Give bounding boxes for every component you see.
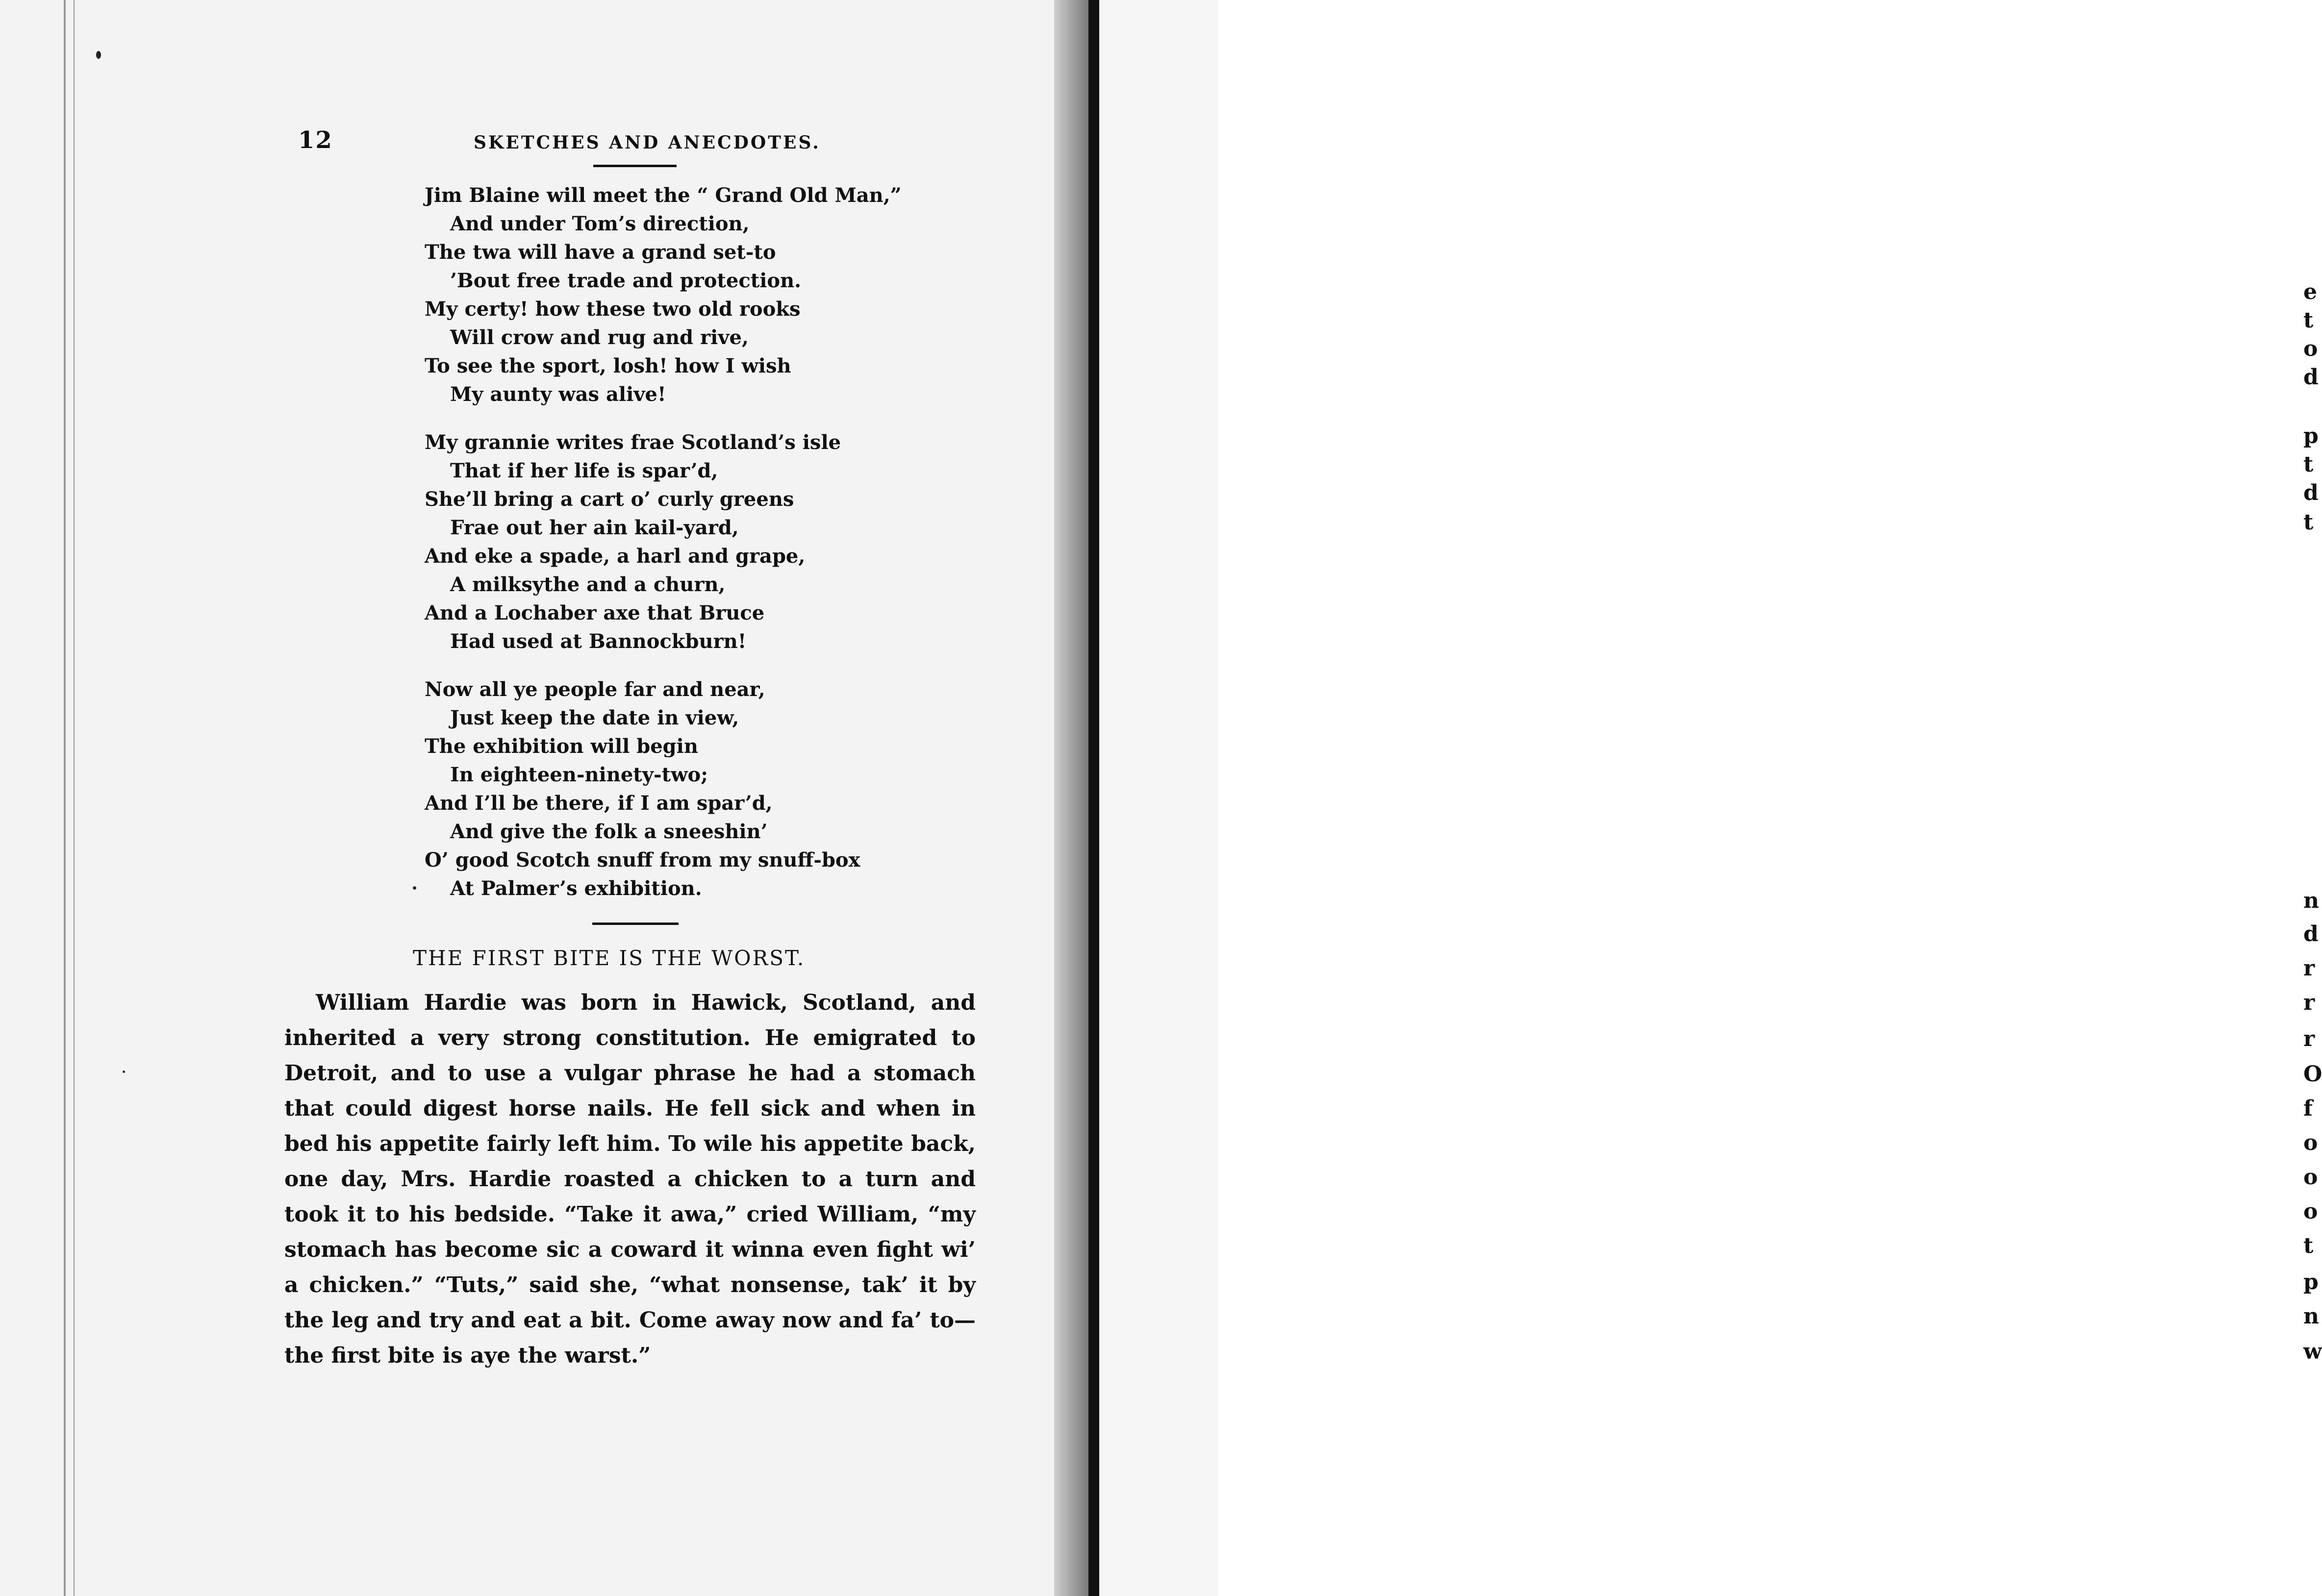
section-rule — [592, 923, 679, 925]
adjacent-letter: t — [2303, 452, 2314, 477]
poem-line: And I’ll be there, if I am spar’d, — [425, 792, 773, 815]
poem-line: The exhibition will begin — [425, 735, 698, 758]
stanza-2 — [425, 428, 915, 656]
section-title: THE FIRST BITE IS THE WORST. — [413, 946, 806, 970]
poem-line: Had used at Bannockburn! — [450, 630, 747, 653]
running-title: SKETCHES AND ANECDOTES. — [474, 132, 821, 153]
poem-line: And eke a spade, a harl and grape, — [425, 545, 806, 568]
poem-line: The twa will have a grand set-to — [425, 241, 776, 264]
poem-line: And a Lochaber axe that Bruce — [425, 601, 765, 624]
poem-line: She’ll bring a cart o’ curly greens — [425, 488, 794, 511]
adjacent-letter: d — [2303, 480, 2319, 505]
poem-line: To see the sport, losh! how I wish — [425, 354, 791, 377]
adjacent-letter: e — [2303, 279, 2317, 304]
gutter-bar — [1088, 0, 1099, 1596]
stanza-1 — [425, 181, 915, 409]
adjacent-letter: d — [2303, 922, 2319, 947]
adjacent-page — [1099, 0, 2322, 1596]
book-page — [0, 0, 1079, 1596]
gutter-shadow — [1054, 0, 1088, 1596]
poem-line: O’ good Scotch snuff from my snuff-box — [425, 848, 860, 872]
adjacent-letter: t — [2303, 1233, 2314, 1258]
ink-speck — [413, 886, 416, 890]
adjacent-letter: p — [2303, 1270, 2319, 1295]
adjacent-letter: d — [2303, 365, 2319, 390]
adjacent-letter: n — [2303, 888, 2319, 913]
poem-line: At Palmer’s exhibition. — [450, 877, 702, 900]
poem-line: ’Bout free trade and protection. — [450, 269, 802, 292]
adjacent-letter: r — [2303, 1026, 2315, 1051]
poem-line: And under Tom’s direction, — [450, 212, 750, 235]
adjacent-letter: r — [2303, 956, 2315, 981]
anecdote-paragraph: William Hardie was born in Hawick, Scotland, and inherited a very strong constitution. He emigrated to Detroit, and to use a vulgar phrase he had a stomach that could digest horse nails. He fell sick and when in bed his appetite fairly left him. To wile his appetite back, one day, Mrs. Hardie roasted a chicken to a turn and took it to his bedside. “Take it awa,” cried William, “my stomach has become sic a coward it winna even fight wi’ a chicken.” “Tuts,” said she, “what nonsense, tak’ it by the leg and try and eat a bit. Come away now and fa’ to—the first bite is aye the warst.” — [284, 990, 976, 1368]
adjacent-letter: n — [2303, 1304, 2319, 1329]
poem-line: My grannie writes frae Scotland’s isle — [425, 431, 841, 454]
adjacent-letter: p — [2303, 424, 2319, 449]
poem-line: Now all ye people far and near, — [425, 678, 765, 701]
page-number: 12 — [298, 126, 333, 154]
adjacent-letter: O — [2303, 1062, 2322, 1087]
adjacent-letter: o — [2303, 1130, 2318, 1155]
poem-line: And give the folk a sneeshin’ — [450, 820, 768, 843]
adjacent-letter: t — [2303, 510, 2314, 535]
ink-speck — [96, 51, 101, 59]
poem-line: Frae out her ain kail-yard, — [450, 516, 739, 539]
adjacent-letter: o — [2303, 336, 2318, 361]
adjacent-letter: f — [2303, 1096, 2313, 1121]
head-rule — [593, 165, 677, 167]
adjacent-letter: o — [2303, 1199, 2318, 1224]
poem — [425, 181, 915, 923]
adjacent-letter: o — [2303, 1165, 2318, 1190]
page-left-edge-inner — [74, 0, 75, 1596]
ink-speck — [123, 1071, 125, 1073]
poem-line: Will crow and rug and rive, — [450, 326, 749, 349]
poem-line: That if her life is spar’d, — [450, 459, 718, 482]
poem-line: Just keep the date in view, — [450, 706, 739, 729]
poem-line: Jim Blaine will meet the “ Grand Old Man,” — [425, 184, 902, 207]
page-left-edge — [64, 0, 66, 1596]
adjacent-letter: w — [2303, 1339, 2322, 1364]
poem-line: My aunty was alive! — [450, 383, 666, 406]
adjacent-letter: t — [2303, 308, 2314, 333]
poem-line: In eighteen-ninety-two; — [450, 763, 708, 786]
poem-line: A milksythe and a churn, — [450, 573, 726, 596]
adjacent-letter: r — [2303, 990, 2315, 1015]
stanza-3 — [425, 675, 915, 903]
poem-line: My certy! how these two old rooks — [425, 298, 801, 321]
